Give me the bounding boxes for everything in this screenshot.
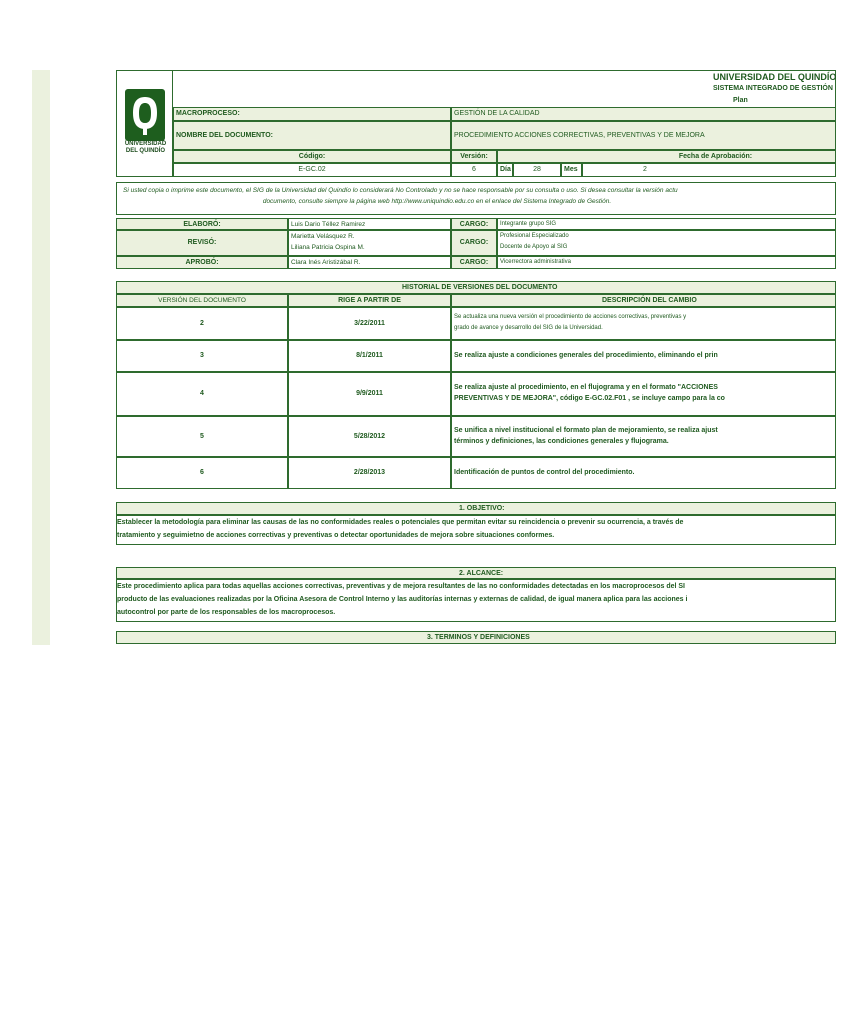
cargo-label-2: CARGO: [451,230,497,256]
university-title: UNIVERSIDAD DEL QUINDÍO [713,72,837,82]
alcance-line2: producto de las evaluaciones realizadas por la Oficina Asesora de Control Interno y las auditorías internas y externas de calidad, de igual manera aplica para las acciones i [117,596,688,603]
notice-line2: documento, consulte siempre la página web http://www.uniquindio.edu.co en el enlace del Sistema Integrado de Gestión. [262,198,612,205]
history-row-desc-line1: Se realiza ajuste al procedimiento, en el flujograma y en el formato "ACCIONES [454,384,718,391]
fecha-label: Fecha de Aprobación: [497,150,836,163]
codigo-label: Código: [173,150,451,163]
reviso-value-1: Marietta Velásquez R. [291,233,355,240]
history-col-desc: DESCRIPCIÓN DEL CAMBIO [451,294,836,307]
alcance-line3: autocontrol por parte de los responsables de los macroprocesos. [117,609,336,616]
notice-line1: Si usted copia o imprime este documento, el SIG de la Universidad del Quindío lo considerará No Controlado y no se hace responsable por su consulta o uso. Si desea consultar la versión actu [123,187,678,194]
plan-title: Plan [733,97,748,104]
history-col-version: VERSIÓN DEL DOCUMENTO [116,294,288,307]
cargo-value-1: Integrante grupo SIG [497,218,836,230]
reviso-value [288,230,451,256]
history-row-desc-line2: PREVENTIVAS Y DE MEJORA", código E-GC.02.F01 , se incluye campo para la co [454,395,725,402]
history-row-desc [451,457,836,489]
cargo-value-3: Vicerrectora administrativa [497,256,836,269]
alcance-box [116,579,836,622]
history-row-date: 2/28/2013 [288,457,451,489]
history-row-date: 8/1/2011 [288,340,451,372]
history-row-desc [451,340,836,372]
alcance-line1: Este procedimiento aplica para todas aquellas acciones correctivas, preventivas y de mejora resultantes de las no conformidades detectadas en los macroprocesos del SI [117,583,685,590]
objetivo-box [116,515,836,545]
history-row-desc [451,307,836,340]
history-row-desc [451,372,836,416]
elaboro-value: Luis Dario Téllez Ramirez [288,218,451,230]
notice-box [116,182,836,215]
history-row-desc [451,416,836,457]
history-row-version: 6 [116,457,288,489]
mes-value: 2 [582,163,836,177]
cargo-label-1: CARGO: [451,218,497,230]
macroproceso-value: GESTIÓN DE LA CALIDAD [451,107,836,121]
history-row-version: 3 [116,340,288,372]
history-row-desc-line1: Identificación de puntos de control del procedimiento. [454,469,635,476]
objetivo-line2: tratamiento y seguimietno de acciones correctivas y preventivas o detectar oportunidades de mejora sobre situaciones conformes. [117,532,555,539]
dia-label: Día [497,163,513,177]
logo-text-line2: DEL QUINDÍO [125,148,166,154]
document-page [116,70,837,650]
nombre-value: PROCEDIMIENTO ACCIONES CORRECTIVAS, PREVENTIVAS Y DE MEJORA [451,121,836,150]
nombre-label: NOMBRE DEL DOCUMENTO: [173,121,451,150]
dia-value: 28 [513,163,561,177]
history-row-date: 9/9/2011 [288,372,451,416]
version-label: Versión: [451,150,497,163]
history-row-version: 2 [116,307,288,340]
cargo-value-2b: Docente de Apoyo al SIG [500,244,568,250]
history-row-desc-line2: términos y definiciones, las condiciones generales y flujograma. [454,437,669,445]
codigo-value: E-GC.02 [173,163,451,177]
cargo-value-2 [497,230,836,256]
mes-label: Mes [561,163,582,177]
objetivo-line1: Establecer la metodología para eliminar las causas de las no conformidades reales o potenciales que permitan evitar su reincidencia o prevenir su ocurrencia, a través de [117,519,684,526]
logo-text [117,141,174,155]
macroproceso-label: MACROPROCESO: [173,107,451,121]
university-logo [125,89,165,141]
logo-text-line1: UNIVERSIDAD [124,141,167,147]
elaboro-label: ELABORÓ: [116,218,288,230]
history-row-desc-line1: Se actualiza una nueva versión el procedimiento de acciones correctivas, preventivas y [454,313,687,320]
aprobo-label: APROBÓ: [116,256,288,269]
alcance-title: 2. ALCANCE: [116,567,836,579]
history-row-desc-line1: Se realiza ajuste a condiciones generales del procedimiento, eliminando el prin [454,352,718,359]
aprobo-value: Clara Inés Aristizábal R. [288,256,451,269]
history-row-date: 3/22/2011 [288,307,451,340]
reviso-label: REVISÓ: [116,230,288,256]
system-title: SISTEMA INTEGRADO DE GESTIÓN [713,85,833,92]
cargo-value-2a: Profesional Especializado [500,233,569,239]
objetivo-title: 1. OBJETIVO: [116,502,836,515]
history-row-version: 5 [116,416,288,457]
history-row-version: 4 [116,372,288,416]
terminos-title: 3. TERMINOS Y DEFINICIONES [116,631,836,644]
cargo-label-3: CARGO: [451,256,497,269]
history-row-desc-line1: Se unifica a nivel institucional el formato plan de mejoramiento, se realiza ajust [454,426,718,434]
history-title: HISTORIAL DE VERSIONES DEL DOCUMENTO [116,281,836,294]
left-margin-bar [32,70,50,645]
history-row-desc-line2: grado de avance y desarrollo del SIG de la Universidad. [454,324,603,331]
history-col-date: RIGE A PARTIR DE [288,294,451,307]
logo-cell [116,70,173,177]
version-value: 6 [451,163,497,177]
history-row-date: 5/28/2012 [288,416,451,457]
reviso-value-2: Liliana Patricia Ospina M. [291,244,365,251]
